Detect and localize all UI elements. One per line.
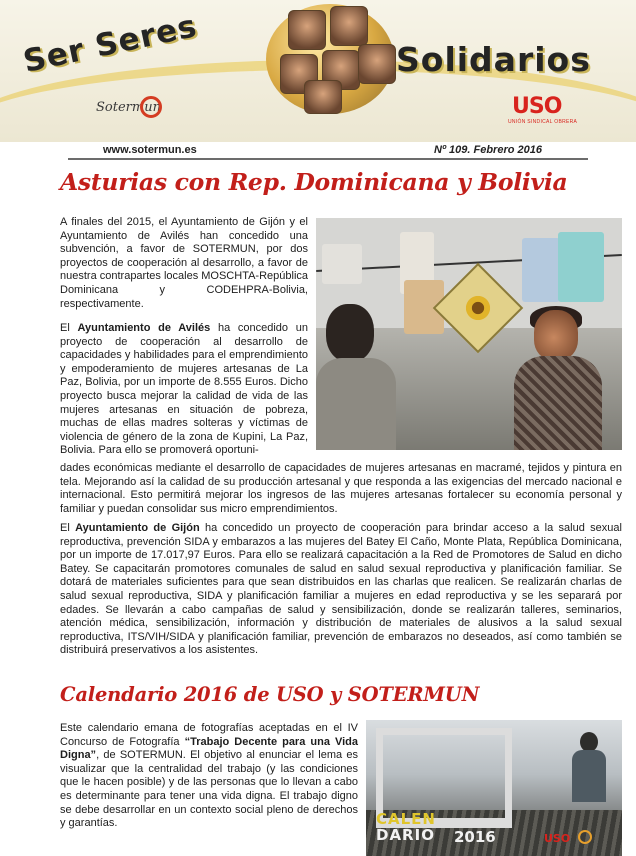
woman-head: [534, 310, 578, 360]
article1-paragraph3-prefix: El: [60, 522, 76, 534]
worker-body: [572, 750, 606, 802]
sotermun-logo[interactable]: Sotermun: [96, 100, 161, 115]
sotermun-logo-icon: [140, 96, 162, 118]
hanging-garment: [522, 238, 560, 302]
masthead-banner: [0, 0, 636, 142]
issue-label: Nº 109. Febrero 2016: [434, 144, 542, 156]
article1-paragraph3-highlight: Ayuntamiento de Gijón: [75, 522, 200, 534]
article1-paragraph3: [60, 522, 622, 658]
face-photo: [288, 10, 326, 50]
face-photo: [358, 44, 396, 84]
masthead-title-part2: Solidarios: [396, 40, 591, 79]
header-divider: [68, 158, 588, 160]
article2-text-post: , de SOTERMUN. El objetivo al enunciar el lema es visualizar que la centralidad del trabajo (y las condiciones que le hacen posible) y de las personas que lo llevan a cabo es determinante para tener una vida digna. El trabajo digno se debe desarrollar en un contexto social pleno de derechos y garantías.: [60, 749, 358, 830]
article1-paragraph2-text: ha concedido un proyecto de cooperación al desarrollo de capacidades y habilidades para el emprendimiento y empoderamiento de mujeres artesanas de La Paz, Bolivia, por un importe de 8.555 Euros. Dicho proyecto busca mejorar la calidad de vida de las mujeres artesanas en situación de pobreza, muchas de ellas madres solteras y víctimas de violencia de género de la zona de Kupini, La Paz, Bolivia. Para ello se promoverá oportuni-: [60, 322, 308, 457]
uso-logo[interactable]: USO: [512, 94, 562, 119]
article1-paragraph2-prefix: El: [60, 322, 78, 334]
calendar-uso-logo: USO: [544, 832, 571, 845]
face-photo: [330, 6, 368, 46]
calendar-year: 2016: [454, 828, 496, 846]
woman-body: [514, 356, 602, 450]
hanging-garment: [322, 244, 362, 284]
article1-paragraph2-part2: dades económicas mediante el desarrollo de capacidades de mujeres artesanas en macramé, tejidos y pintura en tela. Mejorando así la calidad de su producción artesanal y que responda a las exigencias del mercado nacional e internacional. Esto permitirá mejorar los ingresos de las mujeres artesanas fortalecer su economía personal y familiar y puedan consolidar sus micro emprendimientos.: [60, 462, 622, 515]
article1-paragraph3-text: ha concedido un proyecto de cooperación para brindar acceso a la salud sexual reproductiva, prevención SIDA y embarazos a las mujeres del Batey El Caño, Monte Plata, República Dominicana, por un importe de 17.017,97 Euros. Para ello se realizará capacitación a la Red de Promotores de Salud en dicho Batey. Se capacitarán promotores comunales de salud en salud sexual reproductiva y planificación familiar. Se dotará de materiales suficientes para que sean distribuidos en las charlas que realicen. Se realizarán charlas de salud sexual reproductiva, SIDA y planificación familiar a mujeres en edad reproductiva y se les separará por edades. Se llevarán a cabo campañas de salud y sensibilización, donde se realizarán talleres, seminarios, atención médica, sensibilización, información y distribución de materiales de alusivos a la salud sexual reproductiva, ITS/VIH/SIDA y planificación familiar, prevención de embarazos no deseados, así como también se distribuirá preservativos a los asistentes.: [60, 522, 622, 657]
face-photo: [304, 80, 342, 114]
calendar-sotermun-logo-icon: [578, 830, 592, 844]
article1-paragraph2-part1: [60, 322, 308, 458]
calendar-cover-photo: [366, 720, 622, 856]
woman-body: [316, 358, 396, 450]
article2-text-pre: Este calendario emana de fotografías aceptadas en el IV Concurso de Fotografía: [60, 722, 358, 748]
uso-logo-subtitle: UNIÓN SINDICAL OBRERA: [508, 119, 578, 125]
globe-faces-illustration: [258, 0, 400, 118]
calendar-word-part2: DARIO: [376, 826, 435, 844]
article2-text-highlight: “Trabajo Decente para una Vida Digna”: [60, 735, 359, 762]
website-link[interactable]: www.sotermun.es: [103, 144, 197, 156]
sunflower-painting: [464, 294, 492, 322]
worker-head: [580, 732, 598, 752]
woman-right: [514, 310, 602, 450]
woman-head: [326, 304, 374, 362]
woman-left: [316, 304, 396, 450]
article1-paragraph1: A finales del 2015, el Ayuntamiento de Gijón y el Ayuntamiento de Avilés han concedido una subvención, a favor de SOTERMUN, por dos proyectos de cooperación al desarrollo, a favor de nuestra contrapartes locales MOSCHTA-República Dominicana y CODEHPRA-Bolivia, respectivamente.: [60, 216, 309, 310]
worker-figure: [572, 732, 606, 802]
article1-photo: [316, 218, 622, 450]
article1-paragraph2-highlight: Ayuntamiento de Avilés: [77, 322, 211, 334]
hanging-garment: [558, 232, 604, 302]
article1-title: Asturias con Rep. Dominicana y Bolivia: [60, 168, 568, 196]
masthead-title-part1: Ser Seres: [20, 8, 201, 80]
calendar-word-part1: CALEN: [376, 810, 436, 828]
article2-paragraph: [60, 722, 358, 831]
article2-title: Calendario 2016 de USO y SOTERMUN: [60, 683, 480, 706]
